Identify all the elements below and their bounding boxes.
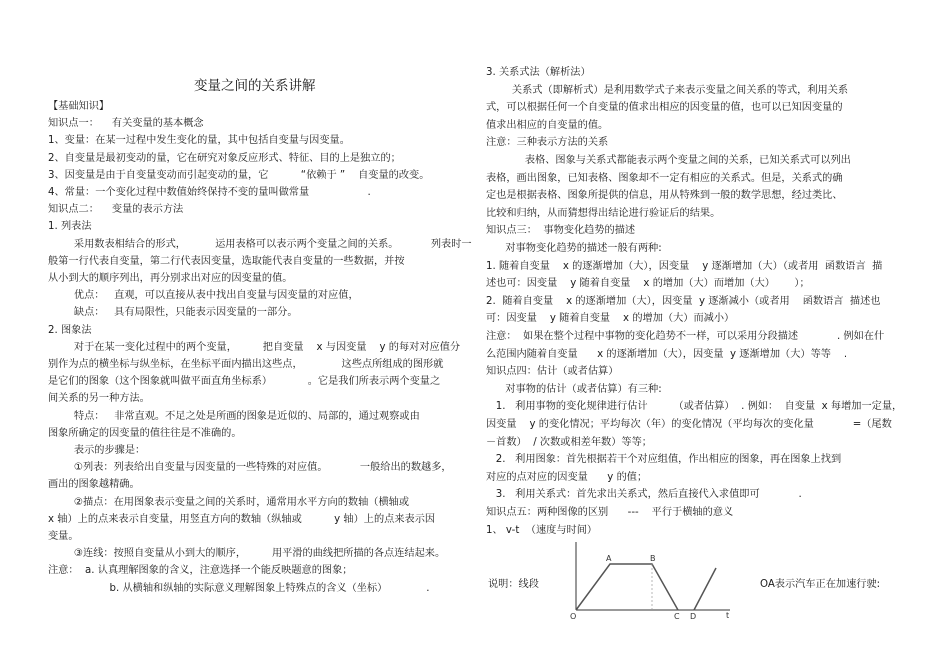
left-line: 变量。 [48,531,79,542]
left-line: 般第一行代表自变量，第二行代表因变量，选取能代表自变量的一些数据，并按 [48,255,405,267]
left-line: 别作为点的横坐标与纵坐标，在坐标平面内描出这些点， 这些点所组成的图形就 [48,359,444,370]
right-line: 因变量 y 的变化情况；平均每次（年）的变化情况（平均每次的变化量 =（尾数 [486,419,892,430]
left-line: 2. 图象法 [48,324,92,336]
right-line: 对应的点对应的因变量 y 的值； [486,471,648,483]
right-line: 对事物变化趋势的描述一般有两种: [486,243,662,254]
left-line: ③连线：按照自变量从小到大的顺序， 用平滑的曲线把所描的各点连结起来。 [48,548,446,560]
left-line: 知识点一： 有关变量的基本概念 [48,118,204,130]
right-line: 1. 利用事物的变化规律进行估计 （或者估算） . 例如： 自变量 x 每增加一定量， [486,401,903,413]
right-line: 1、 v-t （速度与时间） [486,524,598,536]
left-line: 采用数表相结合的形式， 运用表格可以表示两个变量之间的关系。 列表时一 [48,238,472,250]
right-line: 表格、图象与关系式都能表示两个变量之间的关系，已知关系式可以列出 [486,155,851,166]
left-line: ①列表：列表给出自变量与因变量的一些特殊的对应值。 一般给出的数越多， [48,462,452,474]
right-line: 3. 利用关系式：首先求出关系式，然后直接代入求值即可 . [486,489,802,501]
right-line: 知识点四：估计（或者估算） [486,366,619,378]
right-line: 注意：三种表示方法的关系 [486,137,609,149]
left-line: 特点： 非常直观。不足之处是所画的图象是近似的、局部的，通过观察或由 [48,410,420,422]
left-line: 缺点： 具有局限性，只能表示因变量的一部分。 [48,307,298,319]
left-line: 是它们的图象（这个图象就叫做平面直角坐标系） 。它是我们所表示两个变量之 [48,376,441,388]
right-line: 2. 利用图象：首先根据若干个对应组值，作出相应的图象，再在图象上找到 [486,454,842,466]
right-line: 知识点五：两种图像的区别 --- 平行于横轴的意义 [486,507,734,518]
right-line: 式，可以根据任何一个自变量的值求出相应的因变量的值，也可以已知因变量的 [486,102,843,114]
left-line: ②描点：在用图象表示变量之间的关系时，通常用水平方向的数轴（横轴或 [48,496,410,508]
right-line: 2. 随着自变量 x 的逐渐增加（大），因变量 y 逐渐减小（或者用 函数语言 描述也 [486,295,881,307]
point-a-label: A [606,554,612,563]
right-line: 值求出相应的自变量的值。 [486,119,609,131]
point-b-label: B [650,554,656,563]
right-line: 定也是根据表格、图象所提供的信息，用从特殊到一般的数学思想，经过类比、 [486,190,843,202]
left-line: 间关系的另一种方法。 [48,393,150,405]
speed-curve [576,564,678,610]
left-line: 表示的步骤是： [48,445,146,456]
origin-label: O [570,612,577,620]
left-line: 3、因变量是由于自变量变动而引起变动的量，它 “依赖于 ” 自变量的改变。 [48,169,430,181]
left-line: 画出的图象越精确。 [48,479,140,491]
left-line: 图象所确定的因变量的值往往是不准确的。 [48,427,242,439]
right-line: 比较和归纳，从而猜想得出结论进行验证后的结果。 [486,207,721,219]
left-line: 【基础知识】 [48,101,110,112]
left-line: x 轴）上的点来表示自变量，用竖直方向的数轴（纵轴或 y 轴）上的点来表示因 [48,513,436,525]
left-line: 优点： 直观，可以直接从表中找出自变量与因变量的对应值， [48,290,359,302]
oa-explanation: OA表示汽车正在加速行驶: [760,579,881,590]
speed-segment-2 [694,568,716,610]
right-line: 注意： 如果在整个过程中事物的变化趋势不一样，可以采用分段描述 . 例如在什 [486,331,885,342]
left-line: 1. 列表法 [48,221,92,233]
left-line: 4、常量：一个变化过程中数值始终保持不变的量叫做常量 . [48,187,371,198]
right-line: 关系式（即解析式）是利用数学式子来表示变量之间关系的等式，利用关系 [486,84,849,96]
right-line: 知识点三： 事物变化趋势的描述 [486,225,636,237]
left-line: 对于在某一变化过程中的两个变量， 把自变量 x 与因变量 y 的每对对应值分 [48,341,461,353]
left-line: 注意： a. 认真理解图象的含义，注意选择一个能反映题意的图象； [48,565,353,577]
right-line: 3. 关系式法（解析法） [486,67,591,78]
right-line: 对事物的估计（或者估算）有三种: [486,383,662,395]
left-line: 2、自变量是最初变动的量，它在研究对象反应形式、特征、目的上是独立的； [48,152,401,164]
left-line: 知识点二： 变量的表示方法 [48,204,184,216]
t-axis-label: t [726,611,730,620]
left-line: 从小到大的顺序列出，再分别求出对应的因变量的值。 [48,273,293,284]
right-line: 么范围内随着自变量 x 的逐渐增加（大），因变量 y 逐渐增加（大）等等 . [486,348,848,360]
right-line: 1. 随着自变量 x 的逐渐增加（大），因变量 y 逐渐增加（大）（或者用 函数语言 描 [486,260,883,272]
point-d-label: D [690,612,697,620]
right-line: －首数） / 次数或相差年数）等等； [486,436,652,448]
point-c-label: C [674,612,680,620]
right-line: 表格，画出图象，已知表格、图象却不一定有相应的关系式。但是，关系式的确 [486,172,843,184]
velocity-time-graph [570,540,740,620]
explanation-label: 说明：线段 [488,579,539,590]
page-title: 变量之间的关系讲解 [194,78,316,94]
right-line: 述也可：因变量 y 随着自变量 x 的增加（大）而增加（大） ）； [486,278,810,290]
left-line: b. 从横轴和纵轴的实际意义理解图象上特殊点的含义（坐标） . [48,582,430,594]
right-line: 可：因变量 y 随着自变量 x 的增加（大）而减小） [486,313,735,325]
left-line: 1、变量：在某一过程中发生变化的量，其中包括自变量与因变量。 [48,135,350,147]
